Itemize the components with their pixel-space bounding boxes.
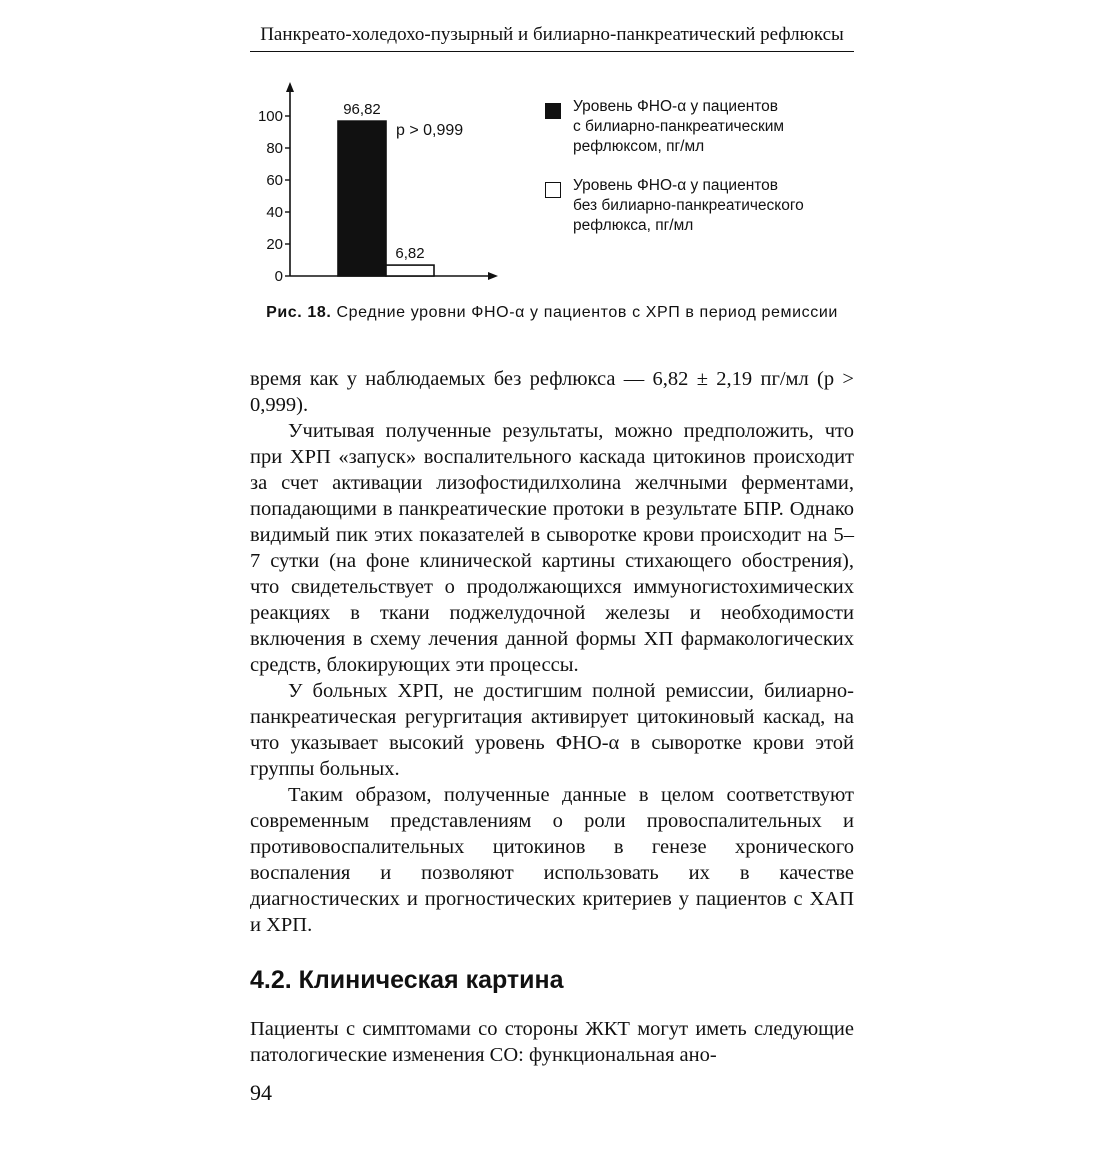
legend-label: Уровень ФНО-α у пациентов без билиарно-панкреатического рефлюкса, пг/мл	[573, 177, 804, 234]
section-paragraph: Пациенты с симптомами со стороны ЖКТ могут иметь следующие патологические изменения СО: функциональная ано-	[250, 1018, 854, 1066]
paragraph: У больных ХРП, не достигшим полной ремиссии, билиарно-панкреатическая регургитация активирует цитокиновый каскад, на что указывает высокий уровень ФНО-α в сыворотке крови этой группы больных.	[250, 680, 854, 780]
chart-layer	[258, 82, 498, 285]
bar	[338, 121, 386, 276]
x-axis-arrow	[488, 272, 498, 280]
y-tick-label: 60	[266, 172, 283, 189]
paragraph: Таким образом, полученные данные в целом соответствуют современным представлениям о роли провоспалительных и противовоспалительных цитокинов в генезе хронического воспаления и позволяют использовать их в качестве диагностических и прогностических критериев у пациентов с ХАП и ХРП.	[250, 784, 854, 936]
bar	[386, 265, 434, 276]
running-header: Панкреато-холедохо-пузырный и билиарно-панкреатический рефлюксы	[260, 24, 844, 45]
y-tick-label: 0	[274, 268, 283, 285]
y-axis-arrow	[286, 82, 294, 92]
paragraph: время как у наблюдаемых без рефлюкса — 6,82 ± 2,19 пг/мл (p > 0,999).	[250, 368, 854, 416]
bar-value-label: 96,82	[343, 101, 381, 119]
caption-text: Средние уровни ФНО-α у пациентов с ХРП в период ремиссии	[331, 304, 838, 321]
paragraph: Учитывая полученные результаты, можно предположить, что при ХРП «запуск» воспалительного каскада цитокинов происходит за счет активации лизофостидилхолина желчными ферментами, попадающими в панкреатические протоки в результате БПР. Однако видимый пик этих показателей в сыворотке крови происходит на 5–7 сутки (на фоне клинической картины стихающего обострения), что свидетельствует о продолжающихся иммуногистохимических реакциях в ткани поджелудочной железы и необходимости включения в схему лечения данной формы ХП фармакологических средств, блокирующих эти процессы.	[250, 420, 854, 676]
bar-chart	[240, 70, 520, 290]
legend-swatch-empty	[545, 182, 561, 198]
legend-label: Уровень ФНО-α у пациентов с билиарно-панкреатическим рефлюксом, пг/мл	[573, 98, 785, 155]
p-value-annotation: p > 0,999	[396, 122, 464, 140]
bar-value-label: 6,82	[395, 245, 425, 263]
legend-item-without-reflux	[545, 176, 865, 236]
legend-swatch-filled	[545, 103, 561, 119]
y-tick-label: 80	[266, 140, 283, 157]
section-heading: 4.2. Клиническая картина	[250, 966, 564, 994]
page-number: 94	[250, 1080, 272, 1105]
caption-label: Рис. 18.	[266, 304, 332, 321]
header-rule	[250, 51, 854, 52]
y-tick-label: 20	[266, 236, 283, 253]
body-text	[250, 366, 854, 938]
legend-item-with-reflux	[545, 97, 865, 157]
y-tick-label: 100	[257, 108, 283, 125]
chart-legend	[545, 97, 865, 255]
figure-caption	[250, 302, 854, 323]
y-tick-label: 40	[266, 204, 283, 221]
